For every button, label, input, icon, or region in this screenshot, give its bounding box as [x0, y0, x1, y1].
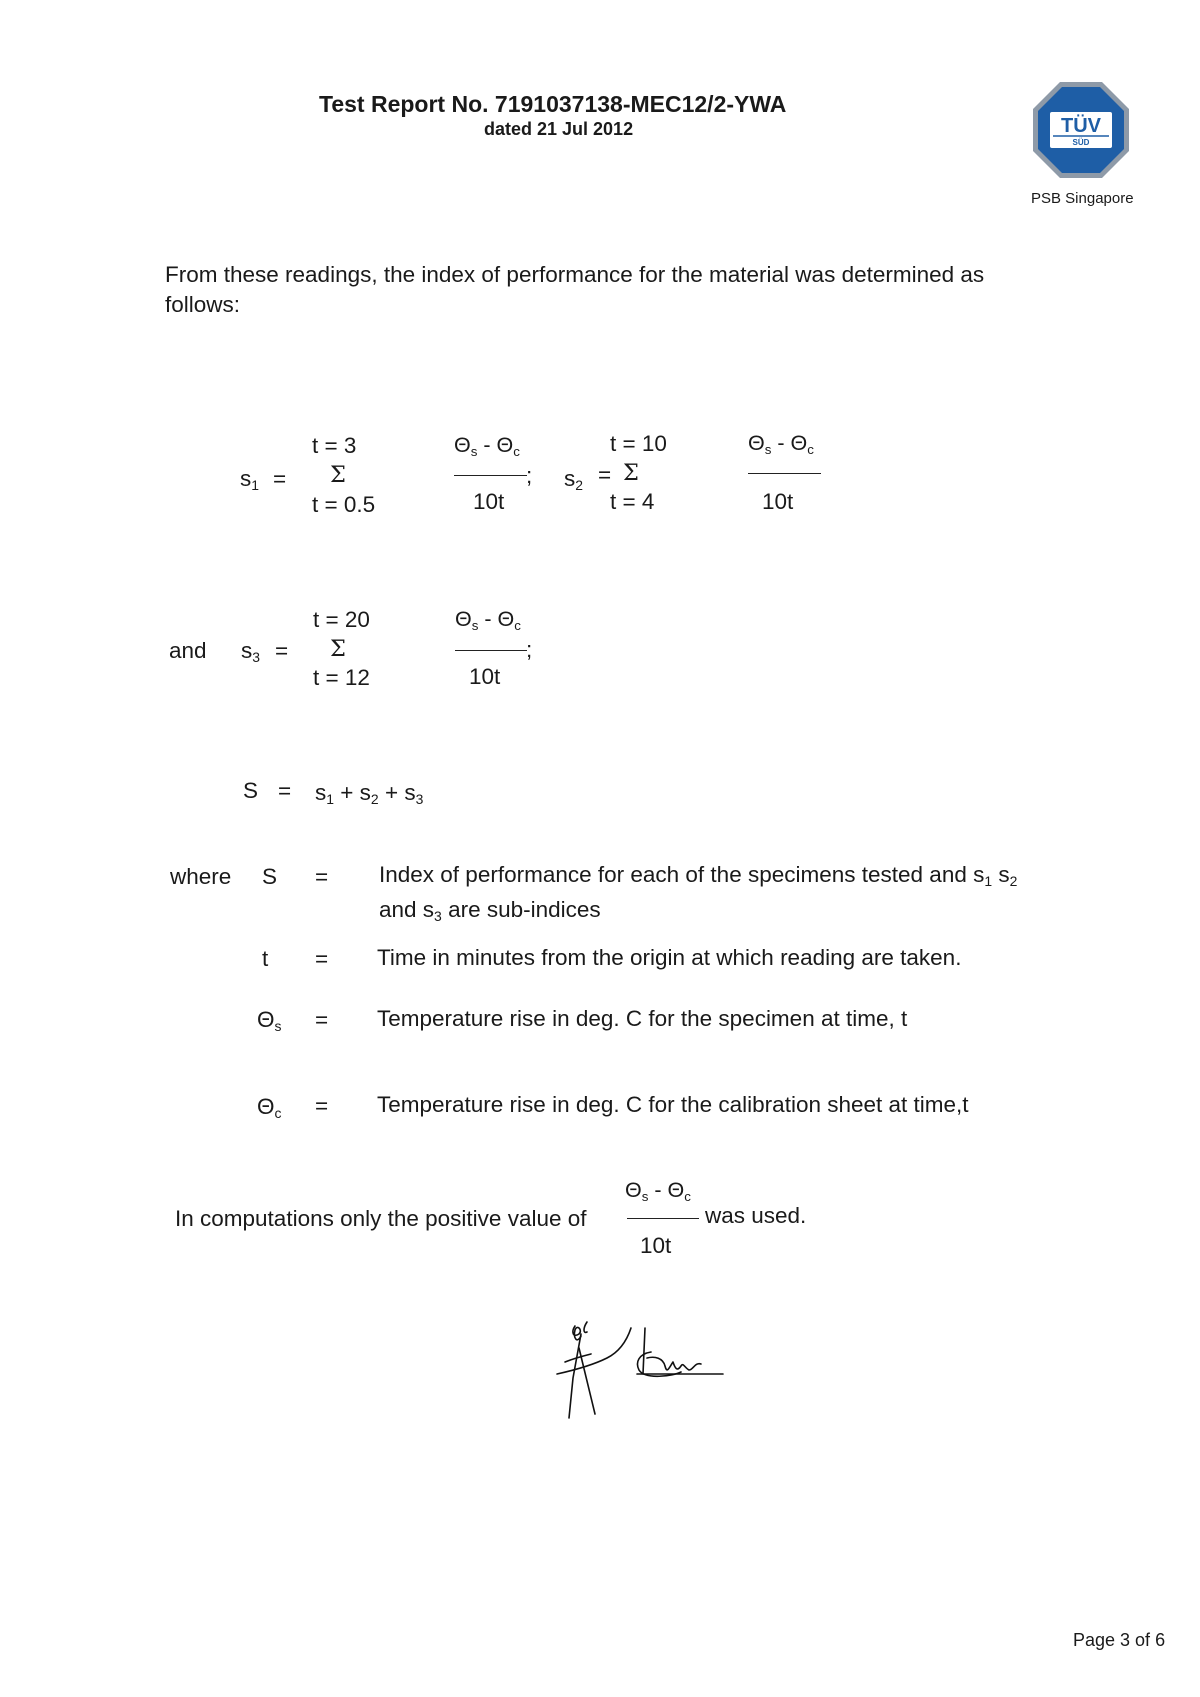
s2-lhs: $s_2$ — [564, 466, 584, 494]
note-fraction-bar — [627, 1218, 699, 1219]
note-denominator: 10t — [640, 1233, 672, 1258]
and-word: and — [169, 638, 207, 663]
s3-numerator: $\Theta_s - \Theta_c$ — [455, 607, 521, 633]
s3-upper-limit: t = 20 — [313, 607, 370, 632]
def-symbol-t: t — [262, 946, 269, 971]
s1-lower-limit: t = 0.5 — [312, 492, 376, 517]
s1-lhs: $s_1$ — [240, 466, 260, 494]
note-before: In computations only the positive value of — [175, 1206, 587, 1231]
where-word: where — [170, 864, 232, 889]
note-numerator: $\Theta_s - \Theta_c$ — [625, 1178, 691, 1204]
def-symbol-theta-c: $\Theta_c$ — [257, 1094, 282, 1122]
def-equals-theta-c: = — [315, 1093, 329, 1118]
s3-suffix: ; — [526, 637, 533, 662]
s3-sigma: Σ — [330, 636, 346, 662]
s2-denominator: 10t — [762, 489, 794, 514]
def-symbol-theta-s: $\Theta_s$ — [257, 1007, 282, 1035]
def-text-theta-c: Temperature rise in deg. C for the calibration sheet at time,t — [377, 1092, 969, 1117]
page-number: Page 3 of 6 — [1073, 1630, 1166, 1650]
s2-lower-limit: t = 4 — [610, 489, 655, 514]
s1-equals: = — [273, 466, 287, 491]
s3-denominator: 10t — [469, 664, 501, 689]
s1-fraction-bar — [454, 475, 527, 476]
def-text-S-line2: and $s_3$ are sub-indices — [379, 897, 601, 925]
psb-singapore-label: PSB Singapore — [1031, 190, 1134, 207]
s2-fraction-bar — [748, 473, 821, 474]
def-text-S-line1: Index of performance for each of the specimens tested and $s_1$ $s_2$ — [379, 862, 1018, 890]
s2-numerator: $\Theta_s - \Theta_c$ — [748, 431, 814, 457]
s1-denominator: 10t — [473, 489, 505, 514]
s3-lhs: $s_3$ — [241, 638, 261, 666]
def-equals-t: = — [315, 946, 329, 971]
s3-lower-limit: t = 12 — [313, 665, 370, 690]
s1-sigma: Σ — [330, 462, 346, 488]
def-symbol-S: S — [262, 864, 278, 889]
s3-fraction-bar — [455, 650, 527, 651]
def-equals-S: = — [315, 864, 329, 889]
total-equals: = — [278, 778, 292, 803]
s2-sigma: Σ — [623, 460, 639, 486]
s2-equals: = — [598, 462, 612, 487]
s1-numerator: $\Theta_s - \Theta_c$ — [454, 433, 520, 459]
note-after: was used. — [705, 1203, 807, 1228]
s2-upper-limit: t = 10 — [610, 431, 667, 456]
def-text-theta-s: Temperature rise in deg. C for the specimen at time, t — [377, 1006, 908, 1031]
svg-text:TÜV: TÜV — [1061, 115, 1101, 137]
signature — [555, 1318, 740, 1426]
report-title: Test Report No. 7191037138-MEC12/2-YWA — [319, 91, 787, 117]
intro-line-2: follows: — [165, 292, 241, 317]
intro-line-1: From these readings, the index of performance for the material was determined as — [165, 262, 985, 287]
total-lhs: S — [243, 778, 259, 803]
svg-text:SÜD: SÜD — [1072, 138, 1090, 147]
s1-suffix: ; — [526, 463, 533, 488]
total-rhs: $s_1 + s_2 + s_3$ — [315, 780, 424, 808]
s1-upper-limit: t = 3 — [312, 433, 357, 458]
report-date: dated 21 Jul 2012 — [484, 119, 634, 139]
s3-equals: = — [275, 638, 289, 663]
tuv-sud-logo — [1031, 80, 1131, 180]
def-equals-theta-s: = — [315, 1007, 329, 1032]
def-text-t: Time in minutes from the origin at which reading are taken. — [377, 945, 962, 970]
